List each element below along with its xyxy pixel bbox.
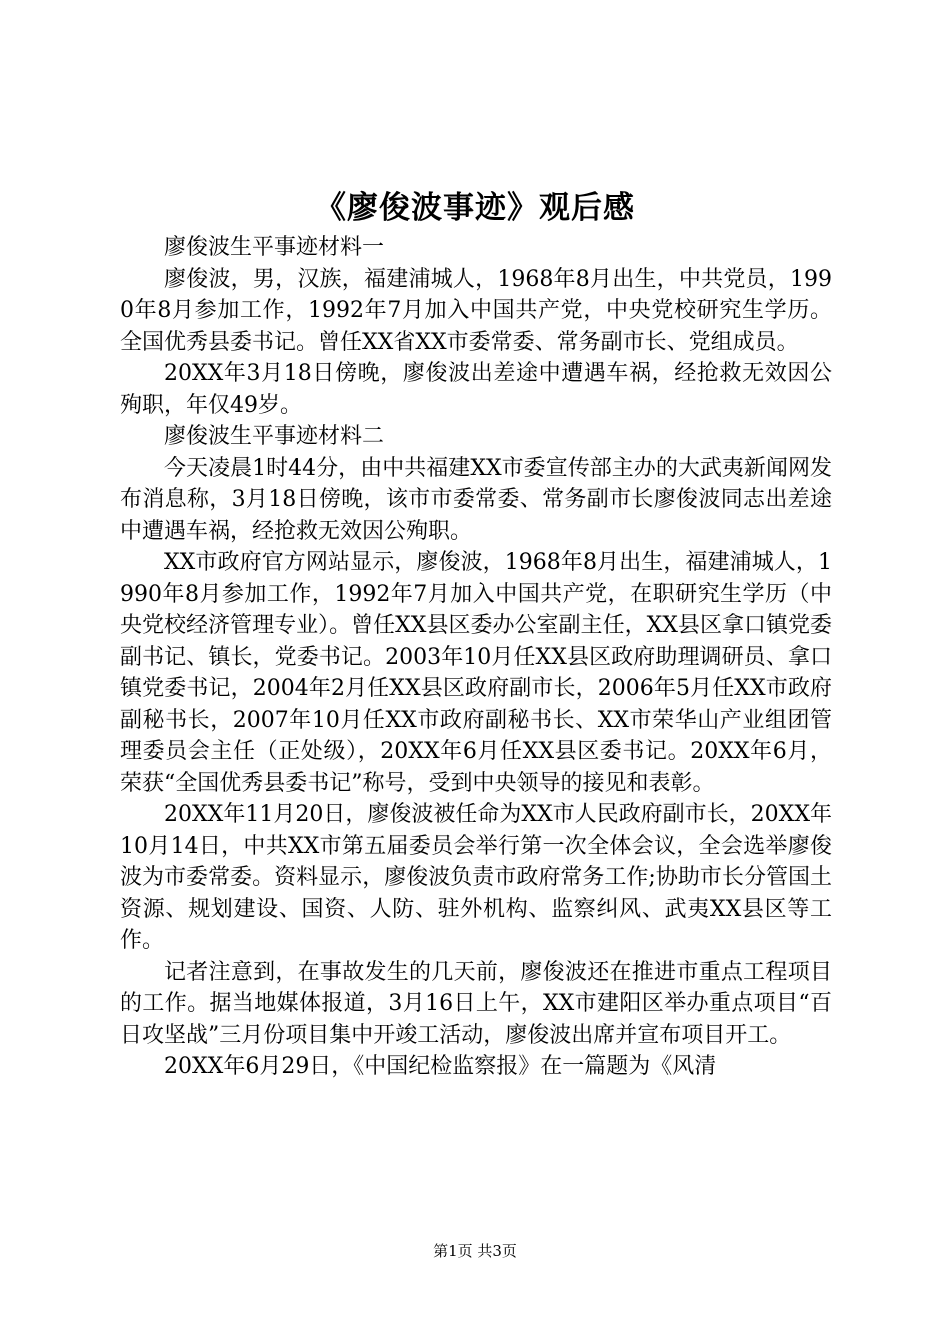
page-footer: 第1页 共3页 <box>433 1242 517 1260</box>
paragraph-1: 廖俊波生平事迹材料一 <box>164 235 385 260</box>
paragraph-3: 20XX年3月18日傍晚，廖俊波出差途中遭遇车祸，经抢救无效因公殉职，年仅49岁。 <box>120 361 832 418</box>
paragraph-4: 廖俊波生平事迹材料二 <box>164 424 385 449</box>
paragraph-6: XX市政府官方网站显示，廖俊波，1968年8月出生，福建浦城人，1990年8月参加工作，1992年7月加入中国共产党，在职研究生学历（中央党校经济管理专业）。曾任XX县区委办公室副主任，XX县区拿口镇党委副书记、镇长，党委书记。2003年10月任XX县区政府助理调研员、拿口镇党委书记，2004年2月任XX县区政府副市长，2006年5月任XX市政府副秘书长，2007年10月任XX市政府副秘书长、XX市荣华山产业组团管理委员会主任（正处级），20XX年6月任XX县区委书记。20XX年6月，荣获“全国优秀县委书记”称号，受到中央领导的接见和表彰。 <box>120 550 832 796</box>
paragraph-9: 20XX年6月29日，《中国纪检监察报》在一篇题为《风清 <box>164 1054 717 1079</box>
document-body <box>120 232 832 1083</box>
page-title: 《廖俊波事迹》观后感 <box>315 190 635 226</box>
paragraph-2: 廖俊波，男，汉族，福建浦城人，1968年8月出生，中共党员，1990年8月参加工作，1992年7月加入中国共产党，中央党校研究生学历。全国优秀县委书记。曾任XX省XX市委常委、常务副市长、党组成员。 <box>120 266 832 355</box>
paragraph-5: 今天凌晨1时44分，由中共福建XX市委宣传部主办的大武夷新闻网发布消息称，3月18日傍晚，该市市委常委、常务副市长廖俊波同志出差途中遭遇车祸，经抢救无效因公殉职。 <box>120 455 832 544</box>
paragraph-8: 记者注意到，在事故发生的几天前，廖俊波还在推进市重点工程项目的工作。据当地媒体报道，3月16日上午，XX市建阳区举办重点项目“百日攻坚战”三月份项目集中开竣工活动，廖俊波出席并宣布项目开工。 <box>120 959 832 1048</box>
paragraph-7: 20XX年11月20日，廖俊波被任命为XX市人民政府副市长，20XX年10月14日，中共XX市第五届委员会举行第一次全体会议，全会选举廖俊波为市委常委。资料显示，廖俊波负责市政府常务工作;协助市长分管国土资源、规划建设、国资、人防、驻外机构、监察纠风、武夷XX县区等工作。 <box>120 802 832 953</box>
